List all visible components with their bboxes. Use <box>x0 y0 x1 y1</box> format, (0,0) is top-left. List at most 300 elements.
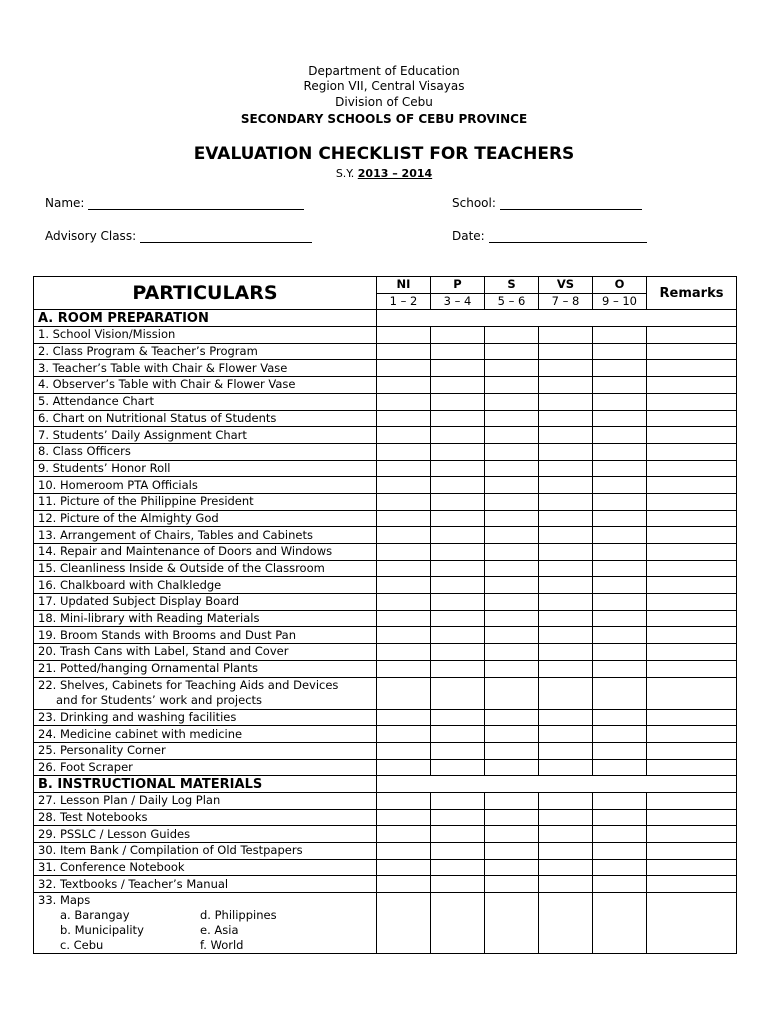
remarks-cell[interactable] <box>647 709 737 726</box>
rating-cell[interactable] <box>593 443 647 460</box>
rating-cell[interactable] <box>539 410 593 427</box>
rating-cell[interactable] <box>485 709 539 726</box>
rating-cell[interactable] <box>485 477 539 494</box>
rating-cell[interactable] <box>377 343 431 360</box>
item-label: 25. Personality Corner <box>34 742 377 759</box>
rating-cell[interactable] <box>377 759 431 776</box>
school-field[interactable] <box>452 196 642 210</box>
rating-cell[interactable] <box>485 393 539 410</box>
remarks-cell[interactable] <box>647 460 737 477</box>
rating-cell[interactable] <box>593 377 647 394</box>
rating-cell[interactable] <box>593 809 647 826</box>
rating-cell[interactable] <box>593 876 647 893</box>
item-label: 8. Class Officers <box>34 443 377 460</box>
rating-cell[interactable] <box>539 843 593 860</box>
rating-cell[interactable] <box>377 742 431 759</box>
table-row <box>34 726 737 743</box>
rating-cell[interactable] <box>539 327 593 344</box>
rating-cell[interactable] <box>539 859 593 876</box>
rating-cell[interactable] <box>485 893 539 954</box>
rating-cell[interactable] <box>431 594 485 611</box>
remarks-cell[interactable] <box>647 327 737 344</box>
item-label: 4. Observer’s Table with Chair & Flower Vase <box>34 377 377 394</box>
rating-cell[interactable] <box>377 577 431 594</box>
rating-cell[interactable] <box>485 876 539 893</box>
table-row <box>34 393 737 410</box>
rating-cell[interactable] <box>539 493 593 510</box>
rating-cell[interactable] <box>485 493 539 510</box>
table-row <box>34 377 737 394</box>
date-field[interactable] <box>452 229 647 243</box>
rating-cell[interactable] <box>485 792 539 809</box>
rating-cell[interactable] <box>485 427 539 444</box>
rating-cell[interactable] <box>377 510 431 527</box>
table-row <box>34 677 737 709</box>
header-division: Division of Cebu <box>335 95 433 109</box>
maps-sub-line <box>38 923 372 938</box>
school-year-prefix: S.Y. <box>335 167 355 180</box>
rating-cell[interactable] <box>539 876 593 893</box>
rating-header-s: S <box>485 277 539 294</box>
rating-cell[interactable] <box>431 677 485 709</box>
item-label: 20. Trash Cans with Label, Stand and Cover <box>34 644 377 661</box>
rating-cell[interactable] <box>377 826 431 843</box>
rating-cell[interactable] <box>431 427 485 444</box>
item-label: 23. Drinking and washing facilities <box>34 709 377 726</box>
rating-range-o: 9 – 10 <box>593 293 647 310</box>
section-instructional-materials: B. INSTRUCTIONAL MATERIALS <box>34 776 377 793</box>
rating-cell[interactable] <box>431 377 485 394</box>
rating-cell[interactable] <box>485 742 539 759</box>
item-label: 1. School Vision/Mission <box>34 327 377 344</box>
rating-cell[interactable] <box>431 577 485 594</box>
date-line[interactable] <box>489 230 647 243</box>
rating-cell[interactable] <box>485 726 539 743</box>
advisory-class-label: Advisory Class: <box>45 229 137 243</box>
table-row <box>34 876 737 893</box>
rating-cell[interactable] <box>485 460 539 477</box>
rating-cell[interactable] <box>593 660 647 677</box>
maps-sub-item: c. Cebu <box>60 938 104 953</box>
item-label: 10. Homeroom PTA Officials <box>34 477 377 494</box>
rating-cell[interactable] <box>485 627 539 644</box>
rating-cell[interactable] <box>593 709 647 726</box>
rating-cell[interactable] <box>377 843 431 860</box>
remarks-header: Remarks <box>647 277 737 310</box>
item-label: 12. Picture of the Almighty God <box>34 510 377 527</box>
remarks-cell[interactable] <box>647 577 737 594</box>
section-blank-cell <box>377 776 737 793</box>
item-label: 16. Chalkboard with Chalkledge <box>34 577 377 594</box>
maps-sub-item: f. World <box>200 938 244 953</box>
remarks-cell[interactable] <box>647 627 737 644</box>
item-label: 6. Chart on Nutritional Status of Students <box>34 410 377 427</box>
rating-cell[interactable] <box>431 627 485 644</box>
rating-cell[interactable] <box>377 544 431 561</box>
rating-cell[interactable] <box>377 610 431 627</box>
remarks-cell[interactable] <box>647 726 737 743</box>
section-room-preparation: A. ROOM PREPARATION <box>34 310 377 327</box>
remarks-cell[interactable] <box>647 527 737 544</box>
rating-cell[interactable] <box>377 477 431 494</box>
rating-cell[interactable] <box>431 544 485 561</box>
rating-cell[interactable] <box>539 610 593 627</box>
rating-cell[interactable] <box>539 443 593 460</box>
remarks-cell[interactable] <box>647 360 737 377</box>
rating-cell[interactable] <box>593 410 647 427</box>
rating-cell[interactable] <box>593 527 647 544</box>
rating-cell[interactable] <box>593 460 647 477</box>
remarks-cell[interactable] <box>647 393 737 410</box>
table-row <box>34 660 737 677</box>
rating-cell[interactable] <box>431 759 485 776</box>
rating-cell[interactable] <box>485 660 539 677</box>
rating-cell[interactable] <box>485 410 539 427</box>
rating-cell[interactable] <box>377 709 431 726</box>
item-label: 17. Updated Subject Display Board <box>34 594 377 611</box>
particulars-header: PARTICULARS <box>34 277 377 310</box>
rating-cell[interactable] <box>539 544 593 561</box>
rating-cell[interactable] <box>539 627 593 644</box>
rating-cell[interactable] <box>539 709 593 726</box>
rating-cell[interactable] <box>539 577 593 594</box>
rating-cell[interactable] <box>593 792 647 809</box>
remarks-cell[interactable] <box>647 843 737 860</box>
remarks-cell[interactable] <box>647 742 737 759</box>
rating-cell[interactable] <box>485 594 539 611</box>
table-row <box>34 843 737 860</box>
remarks-cell[interactable] <box>647 493 737 510</box>
rating-cell[interactable] <box>431 726 485 743</box>
advisory-class-line[interactable] <box>140 230 312 243</box>
rating-cell[interactable] <box>431 527 485 544</box>
section-instructional-materials-row <box>34 776 737 793</box>
rating-cell[interactable] <box>593 893 647 954</box>
rating-cell[interactable] <box>377 327 431 344</box>
table-row <box>34 443 737 460</box>
remarks-cell[interactable] <box>647 677 737 709</box>
rating-cell[interactable] <box>377 726 431 743</box>
remarks-cell[interactable] <box>647 809 737 826</box>
remarks-cell[interactable] <box>647 560 737 577</box>
remarks-cell[interactable] <box>647 594 737 611</box>
header-schools: SECONDARY SCHOOLS OF CEBU PROVINCE <box>240 112 528 126</box>
rating-cell[interactable] <box>431 859 485 876</box>
date-label: Date: <box>452 229 485 243</box>
item-label: 26. Foot Scraper <box>34 759 377 776</box>
remarks-cell[interactable] <box>647 893 737 954</box>
rating-cell[interactable] <box>431 560 485 577</box>
rating-cell[interactable] <box>485 377 539 394</box>
item-label: 27. Lesson Plan / Daily Log Plan <box>34 792 377 809</box>
remarks-cell[interactable] <box>647 410 737 427</box>
rating-cell[interactable] <box>431 360 485 377</box>
rating-cell[interactable] <box>377 627 431 644</box>
table-row <box>34 544 737 561</box>
rating-cell[interactable] <box>431 876 485 893</box>
table-row <box>34 510 737 527</box>
item-label: 24. Medicine cabinet with medicine <box>34 726 377 743</box>
table-row <box>34 644 737 661</box>
rating-cell[interactable] <box>377 410 431 427</box>
rating-cell[interactable] <box>377 427 431 444</box>
rating-cell[interactable] <box>539 510 593 527</box>
rating-cell[interactable] <box>485 677 539 709</box>
rating-cell[interactable] <box>539 759 593 776</box>
rating-cell[interactable] <box>377 594 431 611</box>
rating-cell[interactable] <box>431 610 485 627</box>
section-blank-cell <box>377 310 737 327</box>
rating-cell[interactable] <box>431 843 485 860</box>
rating-cell[interactable] <box>593 577 647 594</box>
rating-cell[interactable] <box>539 726 593 743</box>
item-label: 30. Item Bank / Compilation of Old Testpapers <box>34 843 377 860</box>
rating-cell[interactable] <box>485 510 539 527</box>
rating-cell[interactable] <box>431 792 485 809</box>
remarks-cell[interactable] <box>647 377 737 394</box>
rating-cell[interactable] <box>593 627 647 644</box>
rating-cell[interactable] <box>431 343 485 360</box>
rating-cell[interactable] <box>377 660 431 677</box>
rating-cell[interactable] <box>431 477 485 494</box>
item-label: 2. Class Program & Teacher’s Program <box>34 343 377 360</box>
rating-cell[interactable] <box>539 393 593 410</box>
item-label <box>34 677 377 709</box>
rating-header-o: O <box>593 277 647 294</box>
table-row <box>34 477 737 494</box>
table-row <box>34 527 737 544</box>
rating-cell[interactable] <box>431 709 485 726</box>
rating-cell[interactable] <box>377 377 431 394</box>
item-label: 14. Repair and Maintenance of Doors and Windows <box>34 544 377 561</box>
section-room-preparation-row <box>34 310 737 327</box>
rating-cell[interactable] <box>485 644 539 661</box>
table-row <box>34 343 737 360</box>
table-row <box>34 809 737 826</box>
rating-cell[interactable] <box>485 443 539 460</box>
rating-cell[interactable] <box>539 826 593 843</box>
rating-cell[interactable] <box>377 443 431 460</box>
rating-cell[interactable] <box>431 443 485 460</box>
rating-cell[interactable] <box>485 544 539 561</box>
rating-range-s: 5 – 6 <box>485 293 539 310</box>
school-line[interactable] <box>500 197 642 210</box>
rating-cell[interactable] <box>539 809 593 826</box>
rating-cell[interactable] <box>539 644 593 661</box>
rating-cell[interactable] <box>593 393 647 410</box>
rating-cell[interactable] <box>593 826 647 843</box>
rating-cell[interactable] <box>539 792 593 809</box>
rating-cell[interactable] <box>593 560 647 577</box>
rating-cell[interactable] <box>431 660 485 677</box>
name-field[interactable] <box>45 196 304 210</box>
rating-cell[interactable] <box>593 859 647 876</box>
rating-cell[interactable] <box>539 560 593 577</box>
rating-cell[interactable] <box>593 594 647 611</box>
school-year-years: 2013 – 2014 <box>357 167 433 180</box>
rating-range-ni: 1 – 2 <box>377 293 431 310</box>
advisory-class-field[interactable] <box>45 229 312 243</box>
rating-cell[interactable] <box>431 893 485 954</box>
rating-cell[interactable] <box>539 893 593 954</box>
rating-cell[interactable] <box>377 460 431 477</box>
table-row <box>34 594 737 611</box>
maps-sub-item: d. Philippines <box>200 908 277 923</box>
rating-cell[interactable] <box>377 360 431 377</box>
item-22-line2: and for Students’ work and projects <box>56 692 263 707</box>
maps-sub-item: a. Barangay <box>60 908 130 923</box>
item-label: 21. Potted/hanging Ornamental Plants <box>34 660 377 677</box>
rating-cell[interactable] <box>485 577 539 594</box>
item-label: 9. Students’ Honor Roll <box>34 460 377 477</box>
maps-sub-item: e. Asia <box>200 923 239 938</box>
remarks-cell[interactable] <box>647 443 737 460</box>
rating-cell[interactable] <box>377 644 431 661</box>
rating-cell[interactable] <box>431 460 485 477</box>
remarks-cell[interactable] <box>647 660 737 677</box>
rating-cell[interactable] <box>485 843 539 860</box>
rating-cell[interactable] <box>485 560 539 577</box>
item-label: 29. PSSLC / Lesson Guides <box>34 826 377 843</box>
item-33-label: 33. Maps <box>38 893 91 908</box>
remarks-cell[interactable] <box>647 343 737 360</box>
table-row <box>34 610 737 627</box>
remarks-cell[interactable] <box>647 826 737 843</box>
rating-cell[interactable] <box>485 360 539 377</box>
rating-cell[interactable] <box>431 327 485 344</box>
table-row <box>34 427 737 444</box>
rating-cell[interactable] <box>539 360 593 377</box>
rating-cell[interactable] <box>593 644 647 661</box>
table-row <box>34 577 737 594</box>
remarks-cell[interactable] <box>647 792 737 809</box>
rating-cell[interactable] <box>485 759 539 776</box>
rating-cell[interactable] <box>377 493 431 510</box>
rating-cell[interactable] <box>539 460 593 477</box>
table-row <box>34 560 737 577</box>
rating-cell[interactable] <box>539 477 593 494</box>
rating-cell[interactable] <box>593 610 647 627</box>
rating-cell[interactable] <box>431 826 485 843</box>
table-row <box>34 493 737 510</box>
table-row <box>34 742 737 759</box>
rating-cell[interactable] <box>539 594 593 611</box>
rating-cell[interactable] <box>539 377 593 394</box>
rating-cell[interactable] <box>377 876 431 893</box>
rating-cell[interactable] <box>593 427 647 444</box>
rating-cell[interactable] <box>377 792 431 809</box>
table-row <box>34 627 737 644</box>
remarks-cell[interactable] <box>647 610 737 627</box>
remarks-cell[interactable] <box>647 510 737 527</box>
rating-cell[interactable] <box>377 560 431 577</box>
rating-cell[interactable] <box>593 510 647 527</box>
header-region: Region VII, Central Visayas <box>303 79 465 93</box>
remarks-cell[interactable] <box>647 876 737 893</box>
rating-cell[interactable] <box>485 343 539 360</box>
rating-cell[interactable] <box>593 493 647 510</box>
remarks-cell[interactable] <box>647 427 737 444</box>
rating-cell[interactable] <box>539 660 593 677</box>
rating-cell[interactable] <box>431 393 485 410</box>
rating-cell[interactable] <box>431 493 485 510</box>
rating-cell[interactable] <box>485 527 539 544</box>
rating-cell[interactable] <box>485 859 539 876</box>
rating-cell[interactable] <box>485 610 539 627</box>
item-label: 32. Textbooks / Teacher’s Manual <box>34 876 377 893</box>
item-label <box>34 893 377 954</box>
table-row <box>34 410 737 427</box>
rating-cell[interactable] <box>485 809 539 826</box>
item-label: 13. Arrangement of Chairs, Tables and Cabinets <box>34 527 377 544</box>
rating-cell[interactable] <box>593 843 647 860</box>
item-label: 3. Teacher’s Table with Chair & Flower Vase <box>34 360 377 377</box>
school-label: School: <box>452 196 496 210</box>
item-label: 18. Mini-library with Reading Materials <box>34 610 377 627</box>
rating-header-vs: VS <box>539 277 593 294</box>
rating-cell[interactable] <box>593 677 647 709</box>
rating-cell[interactable] <box>485 327 539 344</box>
remarks-cell[interactable] <box>647 759 737 776</box>
maps-sub-line <box>38 908 372 923</box>
maps-sub-item: b. Municipality <box>60 923 144 938</box>
rating-cell[interactable] <box>485 826 539 843</box>
rating-cell[interactable] <box>539 742 593 759</box>
rating-cell[interactable] <box>377 809 431 826</box>
remarks-cell[interactable] <box>647 859 737 876</box>
table-row <box>34 327 737 344</box>
school-year <box>0 167 768 180</box>
rating-cell[interactable] <box>593 327 647 344</box>
page-title: EVALUATION CHECKLIST FOR TEACHERS <box>193 144 575 164</box>
rating-cell[interactable] <box>593 544 647 561</box>
rating-cell[interactable] <box>539 343 593 360</box>
rating-cell[interactable] <box>593 343 647 360</box>
rating-cell[interactable] <box>593 726 647 743</box>
rating-cell[interactable] <box>377 393 431 410</box>
rating-cell[interactable] <box>377 859 431 876</box>
remarks-cell[interactable] <box>647 644 737 661</box>
rating-cell[interactable] <box>593 360 647 377</box>
table-row <box>34 893 737 954</box>
rating-cell[interactable] <box>539 427 593 444</box>
rating-cell[interactable] <box>593 742 647 759</box>
rating-cell[interactable] <box>431 510 485 527</box>
name-line[interactable] <box>88 197 304 210</box>
remarks-cell[interactable] <box>647 544 737 561</box>
remarks-cell[interactable] <box>647 477 737 494</box>
rating-cell[interactable] <box>431 742 485 759</box>
table-row <box>34 859 737 876</box>
header-department: Department of Education <box>308 64 460 78</box>
rating-cell[interactable] <box>593 477 647 494</box>
name-label: Name: <box>45 196 85 210</box>
item-label: 5. Attendance Chart <box>34 393 377 410</box>
item-label: 28. Test Notebooks <box>34 809 377 826</box>
rating-cell[interactable] <box>593 759 647 776</box>
rating-cell[interactable] <box>377 677 431 709</box>
rating-cell[interactable] <box>377 893 431 954</box>
item-22-line1: 22. Shelves, Cabinets for Teaching Aids and Devices <box>38 677 339 692</box>
rating-cell[interactable] <box>431 410 485 427</box>
maps-sub-line <box>38 938 372 953</box>
rating-cell[interactable] <box>539 677 593 709</box>
table-row <box>34 759 737 776</box>
rating-cell[interactable] <box>431 644 485 661</box>
rating-cell[interactable] <box>539 527 593 544</box>
rating-cell[interactable] <box>377 527 431 544</box>
rating-cell[interactable] <box>431 809 485 826</box>
